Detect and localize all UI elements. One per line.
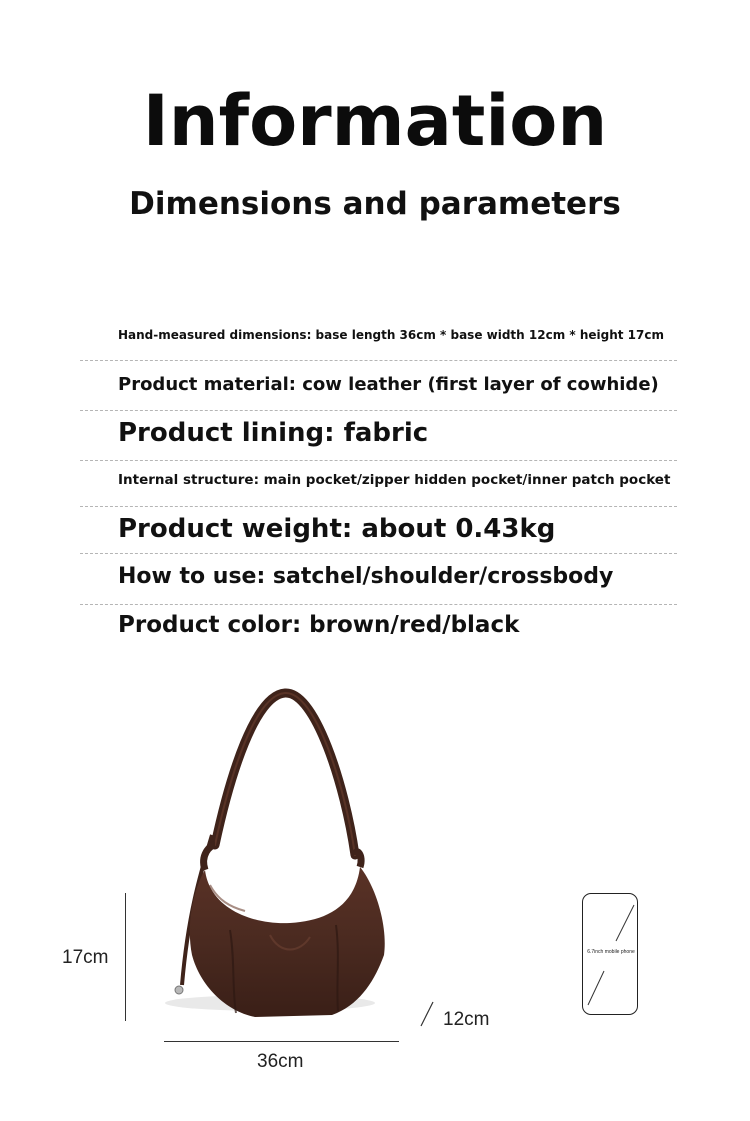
spec-lining: Product lining: fabric bbox=[118, 418, 429, 448]
separator bbox=[80, 410, 677, 411]
phone-label: 6.7inch mobile phone bbox=[587, 949, 635, 955]
separator bbox=[80, 460, 677, 461]
page-title: Information bbox=[142, 80, 608, 162]
height-label: 17cm bbox=[62, 947, 109, 968]
bag-illustration bbox=[160, 685, 420, 1025]
width-label: 12cm bbox=[443, 1009, 490, 1030]
separator bbox=[80, 604, 677, 605]
spec-weight: Product weight: about 0.43kg bbox=[118, 514, 556, 544]
separator bbox=[80, 553, 677, 554]
length-label: 36cm bbox=[257, 1051, 304, 1072]
spec-internal-structure: Internal structure: main pocket/zipper hidden pocket/inner patch pocket bbox=[118, 472, 671, 488]
spec-material: Product material: cow leather (first layer of cowhide) bbox=[118, 374, 659, 395]
length-guide-line bbox=[164, 1041, 399, 1042]
spec-color: Product color: brown/red/black bbox=[118, 612, 520, 638]
height-guide-line bbox=[125, 893, 126, 1021]
phone-reference bbox=[582, 893, 638, 1015]
separator bbox=[80, 360, 677, 361]
width-guide-line bbox=[418, 999, 438, 1029]
separator bbox=[80, 506, 677, 507]
spec-dimensions: Hand-measured dimensions: base length 36cm * base width 12cm * height 17cm bbox=[118, 328, 664, 342]
spec-usage: How to use: satchel/shoulder/crossbody bbox=[118, 564, 614, 589]
section-subtitle: Dimensions and parameters bbox=[129, 186, 621, 222]
